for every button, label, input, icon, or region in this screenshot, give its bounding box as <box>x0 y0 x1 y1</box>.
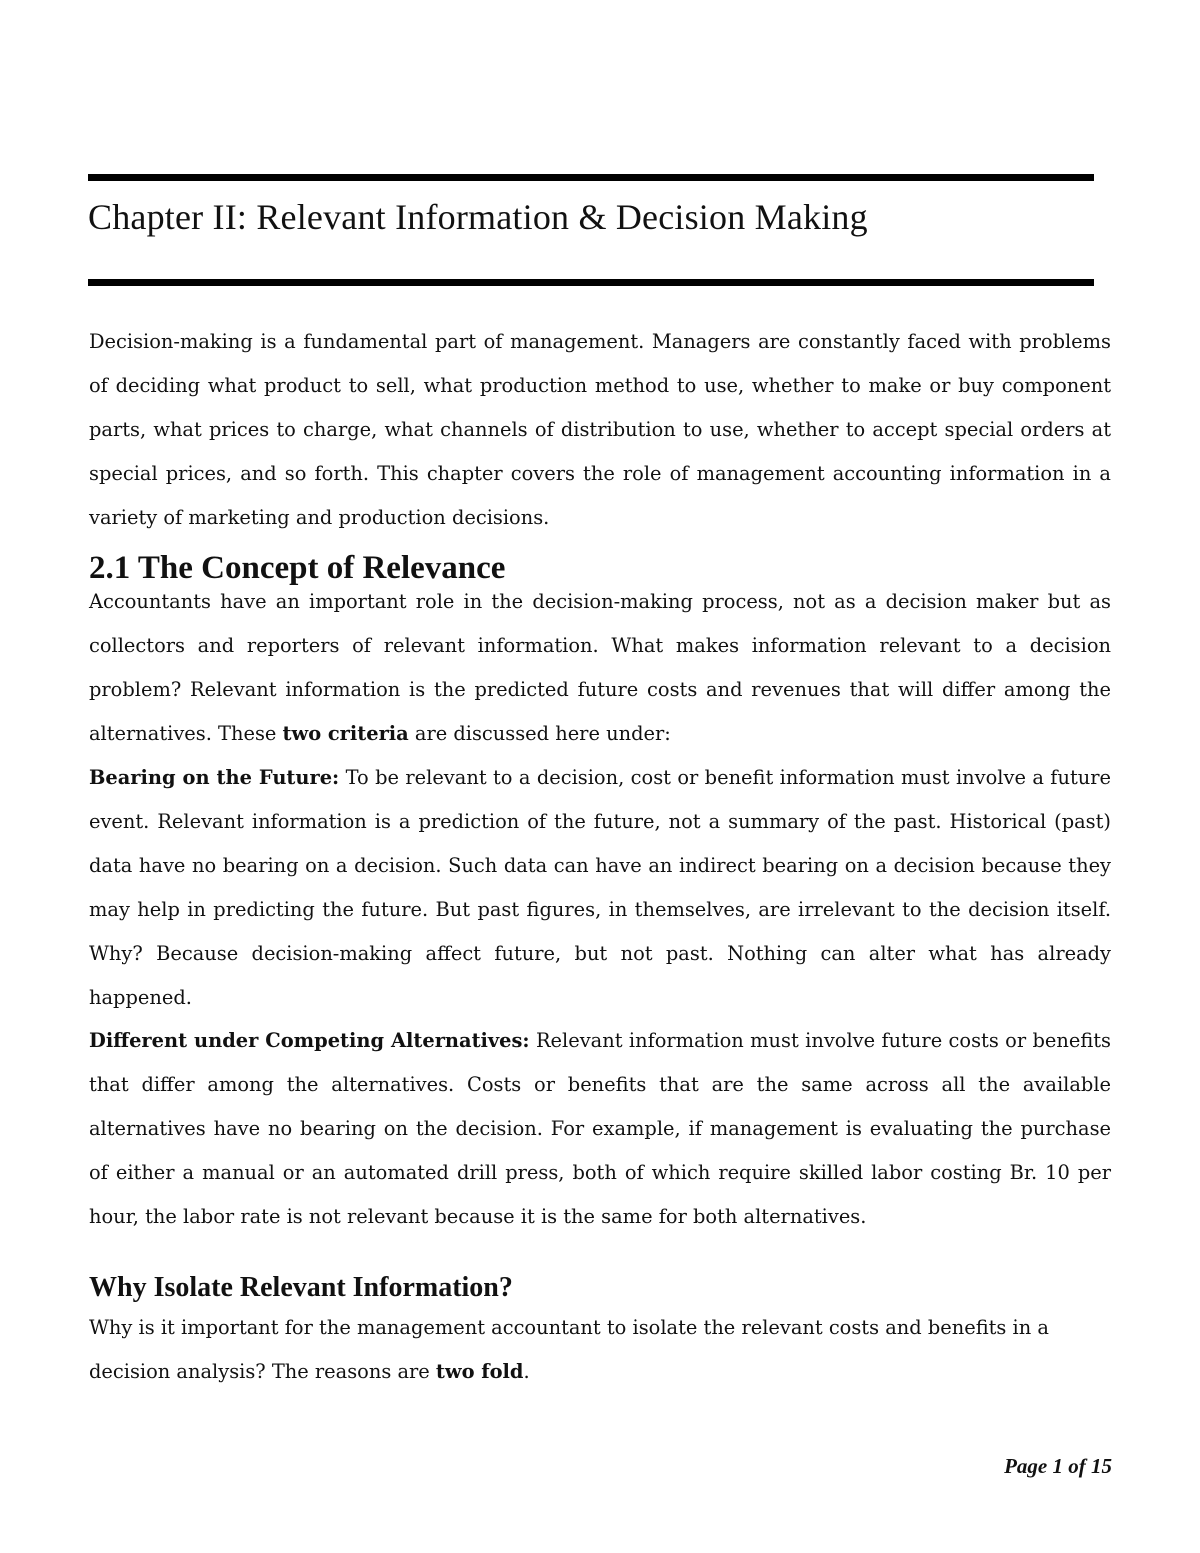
concept-text-end: are discussed here under: <box>408 722 671 745</box>
two-criteria-emphasis: two criteria <box>282 722 409 745</box>
bottom-rule <box>88 279 1094 286</box>
top-rule <box>88 174 1094 181</box>
section-heading-why-isolate: Why Isolate Relevant Information? <box>89 1272 513 1303</box>
different-alternatives-paragraph <box>89 1019 1111 1239</box>
concept-paragraph <box>89 580 1111 756</box>
bearing-on-future-term: Bearing on the Future: <box>89 766 340 789</box>
chapter-title: Chapter II: Relevant Information & Decision Making <box>88 197 868 237</box>
bearing-on-future-text: To be relevant to a decision, cost or benefit information must involve a future event. Relevant information is a prediction of the future, not a summary of the past. Historical (past) data have no bearing on a decision. Such data can have an indirect bearing on a decision because they may help in predicting the future. But past figures, in themselves, are irrelevant to the decision itself. Why? Because decision-making affect future, but not past. Nothing can alter what has already happened. <box>89 766 1111 1009</box>
two-fold-emphasis: two fold <box>435 1360 524 1383</box>
section-heading-concept-of-relevance: 2.1 The Concept of Relevance <box>89 550 506 586</box>
bearing-on-future-paragraph <box>89 756 1111 1020</box>
page-number: Page 1 of 15 <box>1004 1454 1112 1478</box>
different-alternatives-term: Different under Competing Alternatives: <box>89 1029 530 1052</box>
why-isolate-text: Why is it important for the management accountant to isolate the relevant costs and benefits in a decision analysis? The reasons are <box>89 1316 1049 1383</box>
intro-paragraph: Decision-making is a fundamental part of management. Managers are constantly faced with problems of deciding what product to sell, what production method to use, whether to make or buy component parts, what prices to charge, what channels of distribution to use, whether to accept special orders at special prices, and so forth. This chapter covers the role of management accounting information in a variety of marketing and production decisions. <box>89 330 1111 529</box>
why-isolate-text-end: . <box>523 1360 530 1383</box>
different-alternatives-text: Relevant information must involve future costs or benefits that differ among the alternatives. Costs or benefits that are the same across all the available alternatives have no bearing on the decision. For example, if management is evaluating the purchase of either a manual or an automated drill press, both of which require skilled labor costing Br. 10 per hour, the labor rate is not relevant because it is the same for both alternatives. <box>89 1029 1111 1228</box>
concept-text: Accountants have an important role in the decision-making process, not as a decision maker but as collectors and reporters of relevant information. What makes information relevant to a decision problem? Relevant information is the predicted future costs and revenues that will differ among the alternatives. These <box>89 590 1111 745</box>
why-isolate-paragraph <box>89 1306 1111 1394</box>
